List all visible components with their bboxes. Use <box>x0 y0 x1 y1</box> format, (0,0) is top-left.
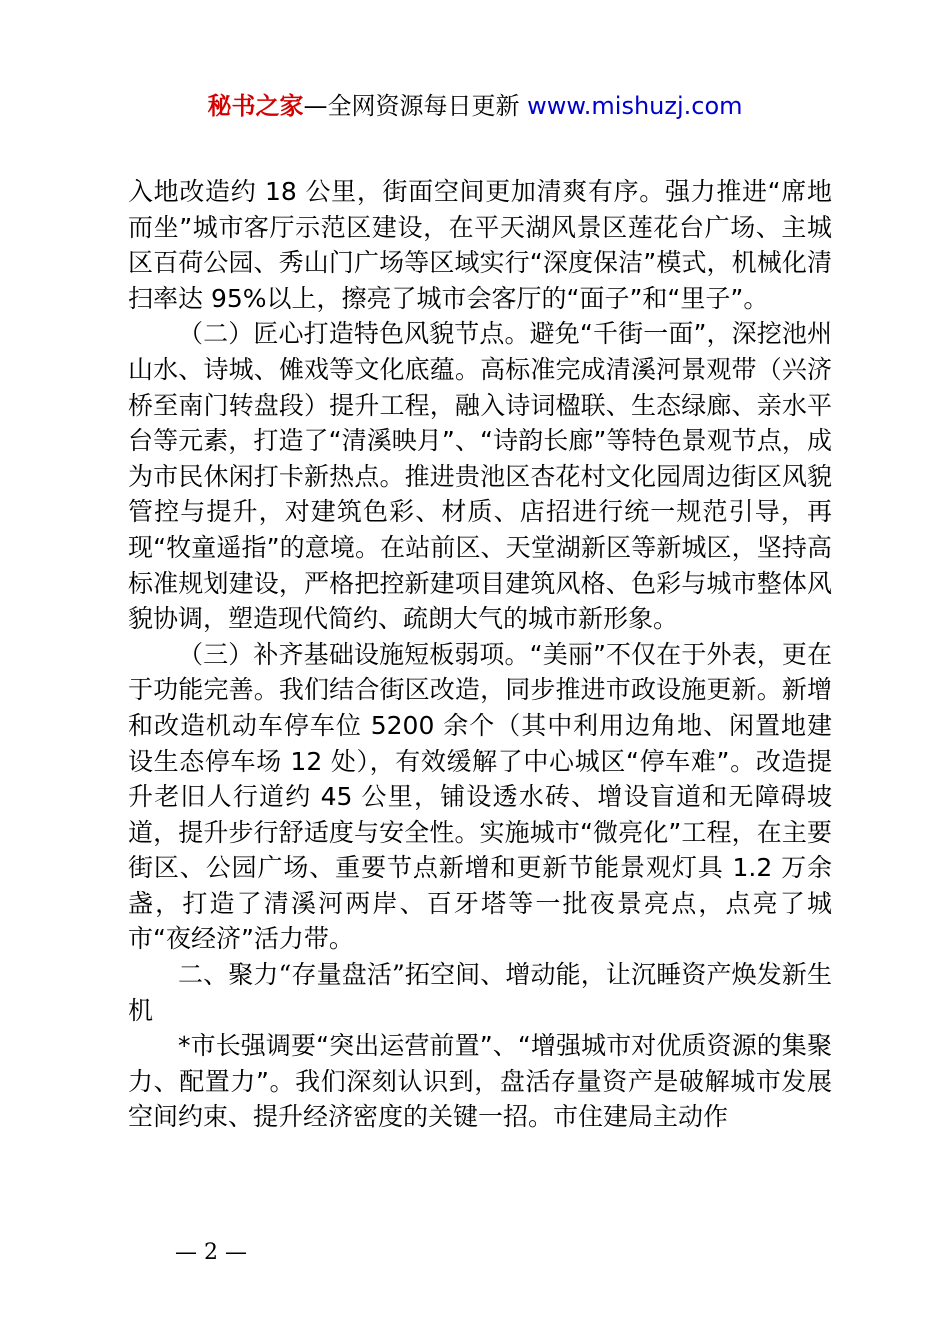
paragraph-section-2: （二）匠心打造特色风貌节点。避免“千街一面”，深挖池州山水、诗城、傩戏等文化底蕴。高标准完成清溪河景观带（兴济桥至南门转盘段）提升工程，融入诗词楹联、生态绿廊、亲水平台等元素，打造了“清溪映月”、“诗韵长廊”等特色景观节点，成为市民休闲打卡新热点。推进贵池区杏花村文化园周边街区风貌管控与提升，对建筑色彩、材质、店招进行统一规范引导，再现“牧童遥指”的意境。在站前区、天堂湖新区等新城区，坚持高标准规划建设，严格把控新建项目建筑风格、色彩与城市整体风貌协调，塑造现代简约、疏朗大气的城市新形象。 <box>128 319 832 634</box>
paragraph-section-3: （三）补齐基础设施短板弱项。“美丽”不仅在于外表，更在于功能完善。我们结合街区改造，同步推进市政设施更新。新增和改造机动车停车位 5200 余个（其中利用边角地、闲置地建设生态停车场 12 处），有效缓解了中心城区“停车难”。改造提升老旧人行道约 45 公里，铺设透水砖、增设盲道和无障碍坡道，提升步行舒适度与安全性。实施城市“微亮化”工程，在主要街区、公园广场、重要节点新增和更新节能景观灯具 1.2 万余盏，打造了清溪河两岸、百牙塔等一批夜景亮点，点亮了城市“夜经济”活力带。 <box>128 639 832 954</box>
brand-name: 秘书之家 <box>207 92 304 120</box>
section-heading: 二、聚力“存量盘活”拓空间、增动能，让沉睡资产焕发新生机 <box>128 960 832 1025</box>
website-link[interactable]: www.mishuzj.com <box>527 92 743 120</box>
paragraph-1: 入地改造约 18 公里，街面空间更加清爽有序。强力推进“席地而坐”城市客厅示范区建设，在平天湖风景区莲花台广场、主城区百荷公园、秀山门广场等区域实行“深度保洁”模式，机械化清扫率达 95%以上，擦亮了城市会客厅的“面子”和“里子”。 <box>128 177 832 313</box>
paragraph-5: *市长强调要“突出运营前置”、“增强城市对优质资源的集聚力、配置力”。我们深刻认识到，盘活存量资产是破解城市发展空间约束、提升经济密度的关键一招。市住建局主动作 <box>128 1031 832 1132</box>
site-banner <box>0 90 950 122</box>
slogan: —全网资源每日更新 <box>303 92 528 120</box>
page-number: — 2 — <box>175 1240 247 1265</box>
document-body <box>128 174 832 1135</box>
